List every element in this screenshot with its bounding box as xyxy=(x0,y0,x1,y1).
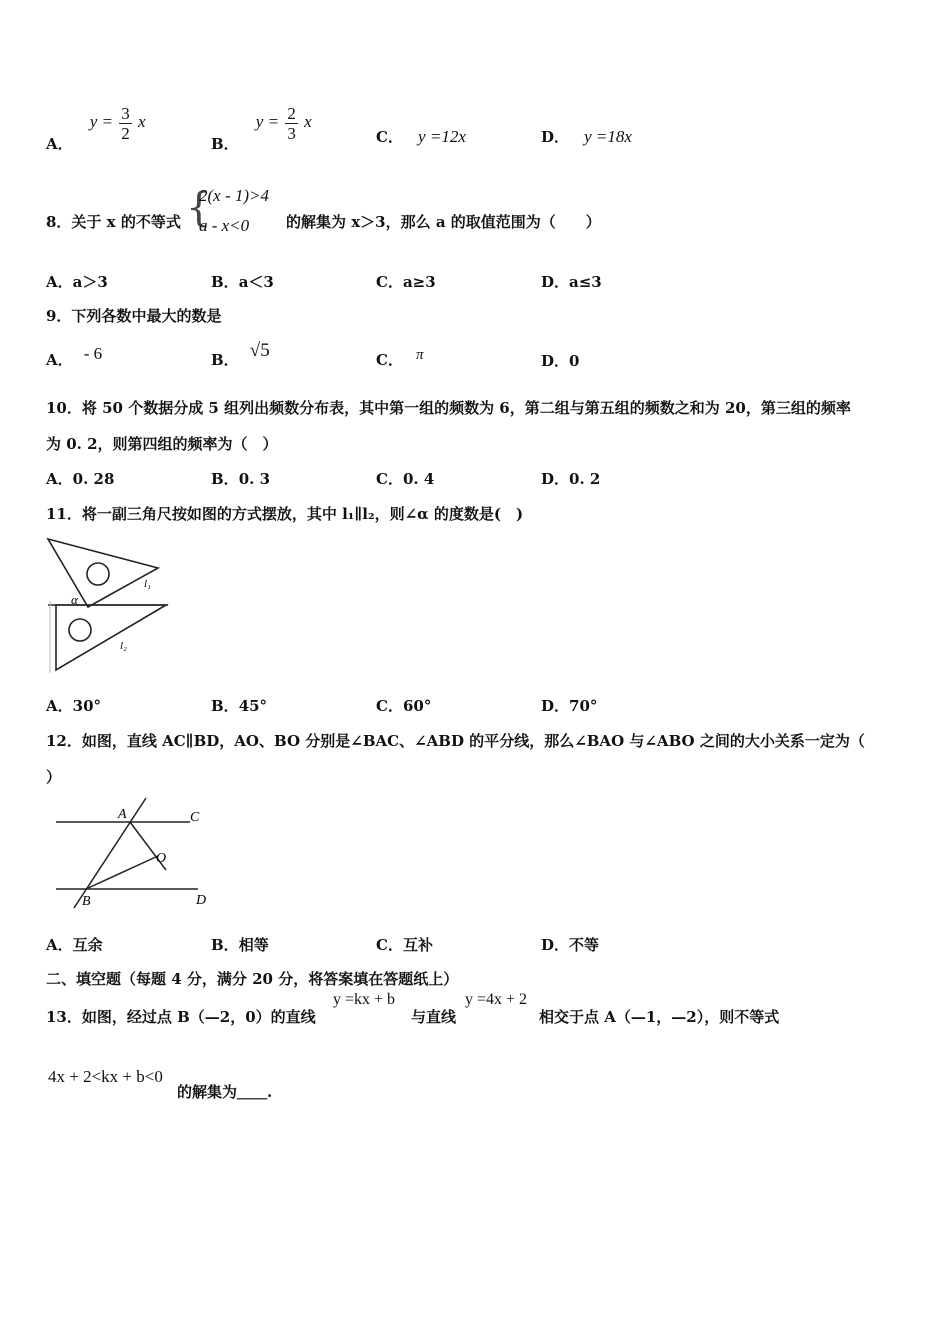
option-text: 0. 4 xyxy=(402,470,435,488)
q12-option-c[interactable] xyxy=(376,934,433,955)
transversal-ab xyxy=(74,798,146,908)
option-label: C． xyxy=(376,128,403,146)
option-text: 70° xyxy=(569,697,598,715)
option-label: B． xyxy=(211,135,239,154)
q9-stem: 9．下列各数中最大的数是 xyxy=(46,307,222,325)
q9-option-c[interactable] xyxy=(376,343,424,369)
option-math: y =18x xyxy=(584,127,632,146)
numerator: 3 xyxy=(121,104,130,123)
section-title: 二、填空题（每题 4 分，满分 20 分，将答案填在答题纸上） xyxy=(46,970,459,988)
option-text: 60° xyxy=(402,697,432,715)
option-label: D． xyxy=(541,273,570,291)
q13-text-part3: 相交于点 A（—1，—2），则不等式 xyxy=(539,1008,780,1026)
option-text: 相等 xyxy=(238,936,269,954)
q7-option-c[interactable] xyxy=(376,126,466,147)
option-text: 0 xyxy=(569,352,580,370)
q12-option-a[interactable] xyxy=(46,934,103,955)
q10-stem-line1: 10．将 50 个数据分成 5 组列出频数分布表，其中第一组的频数为 6，第二组与第五组的频数之和为 20，第三组的频率 xyxy=(46,399,851,417)
q10-option-c[interactable] xyxy=(376,468,434,489)
option-label: D． xyxy=(541,697,570,715)
q13-text-part1: 13．如图，经过点 B（—2，0）的直线 xyxy=(46,1008,316,1026)
q8-suffix: 的解集为 x＞3，那么 a 的取值范围为（ ） xyxy=(286,213,601,231)
q11-option-d[interactable] xyxy=(541,695,597,716)
option-text: a≥3 xyxy=(402,273,436,291)
option-label: C． xyxy=(376,470,403,488)
lower-triangle-hole xyxy=(69,619,91,641)
math-text: y = xyxy=(255,112,280,132)
q12-option-b[interactable] xyxy=(211,934,269,955)
option-label: B． xyxy=(211,273,239,291)
option-math xyxy=(89,104,146,143)
q8-prefix: 8．关于 x 的不等式 xyxy=(46,213,181,231)
option-label: D． xyxy=(541,470,570,488)
q11-stem: 11．将一副三角尺按如图的方式摆放，其中 l₁∥l₂，则∠α 的度数是( ) xyxy=(46,505,524,523)
q13-inequality: 4x + 2<kx + b<0 xyxy=(48,1067,163,1086)
q7-option-a[interactable] xyxy=(46,104,146,154)
option-label: B． xyxy=(211,936,239,954)
q8-option-c[interactable] xyxy=(376,271,436,292)
q7-option-d[interactable] xyxy=(541,126,632,147)
q11-option-c[interactable] xyxy=(376,695,431,716)
parallel-lines-figure xyxy=(50,792,220,912)
math-text: x xyxy=(304,112,312,132)
period: . xyxy=(267,1083,273,1101)
option-text: a＞3 xyxy=(72,273,108,291)
q8-option-a[interactable] xyxy=(46,271,108,292)
math-text: x xyxy=(138,112,146,132)
option-label: C． xyxy=(376,273,403,291)
point-b-label: B xyxy=(82,894,91,909)
option-label: A． xyxy=(46,273,73,291)
option-text: 互余 xyxy=(72,936,103,954)
q9-option-d[interactable] xyxy=(541,350,579,371)
q12-option-d[interactable] xyxy=(541,934,599,955)
fraction xyxy=(119,104,132,143)
q13-text-part2: 与直线 xyxy=(411,1008,457,1026)
math-text: y = xyxy=(89,112,114,132)
q8-option-b[interactable] xyxy=(211,271,274,292)
q8-option-d[interactable] xyxy=(541,271,602,292)
point-d-label: D xyxy=(196,893,207,908)
option-label: D． xyxy=(541,128,570,146)
option-text: 0. 3 xyxy=(238,470,271,488)
option-math xyxy=(255,104,312,143)
point-c-label: C xyxy=(190,810,200,825)
option-text: a＜3 xyxy=(238,273,274,291)
q10-option-a[interactable] xyxy=(46,468,114,489)
point-a-label: A xyxy=(118,807,127,822)
upper-triangle-hole xyxy=(87,563,109,585)
option-label: A． xyxy=(46,936,73,954)
q13-text-part4: 的解集为 xyxy=(177,1083,238,1101)
option-text: 不等 xyxy=(569,936,600,954)
q12-stem-line1: 12．如图，直线 AC∥BD，AO、BO 分别是∠BAC、∠ABD 的平分线，那么∠BAO 与∠ABO 之间的大小关系一定为（ xyxy=(46,732,865,750)
point-o-label: O xyxy=(156,851,167,866)
q10-stem-line2: 为 0. 2，则第四组的频率为（ ） xyxy=(46,435,278,453)
option-text: 互补 xyxy=(402,936,433,954)
q9-option-a[interactable] xyxy=(46,343,103,369)
q13-equation-2: y =4x + 2 xyxy=(465,991,528,1008)
option-label: A． xyxy=(46,470,73,488)
q8-system-line2: a - x<0 xyxy=(199,216,250,235)
system-brace: { xyxy=(186,185,212,231)
q13-answer-line xyxy=(177,1081,272,1102)
option-text: π xyxy=(416,347,424,363)
fraction xyxy=(285,104,298,143)
option-label: A． xyxy=(46,351,73,369)
q13-equation-1: y =kx + b xyxy=(333,991,396,1008)
option-label: B． xyxy=(211,351,239,369)
option-label: C． xyxy=(376,351,403,369)
option-label: C． xyxy=(376,697,403,715)
alpha-label: α xyxy=(71,592,78,607)
q7-option-b[interactable] xyxy=(211,104,312,154)
option-label: C． xyxy=(376,936,403,954)
option-text: 0. 28 xyxy=(72,470,115,488)
answer-blank[interactable]: ＿＿ xyxy=(237,1083,268,1101)
triangle-rulers-figure xyxy=(40,533,180,678)
l1-label: l₁ xyxy=(144,578,151,590)
q11-option-b[interactable] xyxy=(211,695,267,716)
option-math: y =12x xyxy=(418,127,466,146)
q9-option-b[interactable] xyxy=(211,340,270,369)
option-label: A． xyxy=(46,135,73,154)
option-label: D． xyxy=(541,936,570,954)
q10-option-d[interactable] xyxy=(541,468,600,489)
option-text: a≤3 xyxy=(569,273,602,291)
denominator: 2 xyxy=(121,124,130,143)
option-label: B． xyxy=(211,697,239,715)
option-text: 45° xyxy=(238,697,268,715)
option-text: - 6 xyxy=(83,344,103,363)
option-label: A． xyxy=(46,697,73,715)
upper-triangle xyxy=(48,539,158,607)
q10-option-b[interactable] xyxy=(211,468,270,489)
q8-system-line1: 2(x - 1)>4 xyxy=(199,186,270,205)
denominator: 3 xyxy=(287,124,296,143)
l2-label: l₂ xyxy=(120,640,127,652)
option-text: √5 xyxy=(249,340,270,361)
option-text: 30° xyxy=(72,697,102,715)
numerator: 2 xyxy=(287,104,296,123)
option-text: 0. 2 xyxy=(569,470,601,488)
option-label: D． xyxy=(541,352,570,370)
q11-option-a[interactable] xyxy=(46,695,101,716)
q12-stem-line2: ） xyxy=(46,768,62,786)
option-label: B． xyxy=(211,470,239,488)
